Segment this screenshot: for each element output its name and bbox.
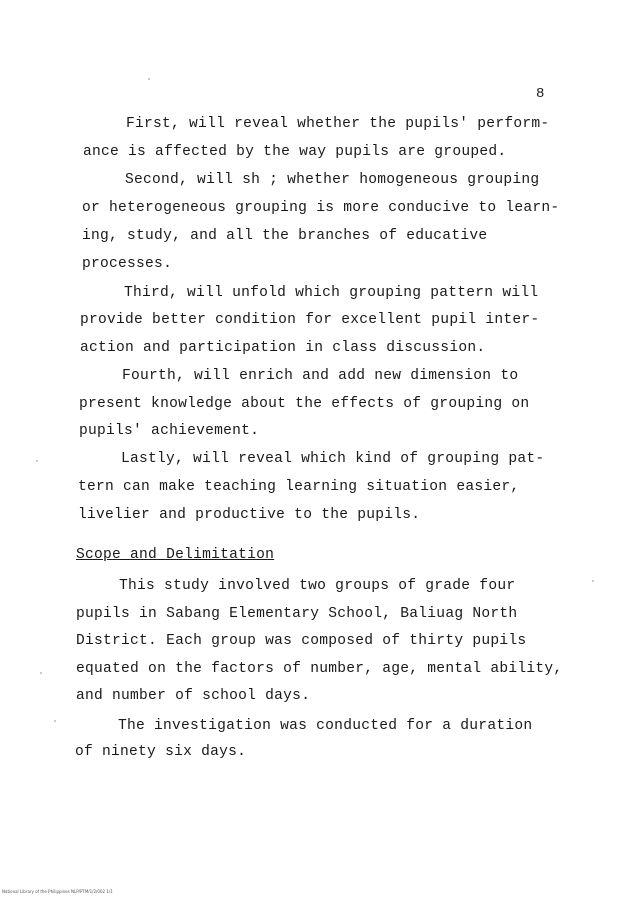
scope-line-3: District. Each group was composed of thirty pupils	[76, 633, 527, 649]
body-line-15: livelier and productive to the pupils.	[78, 507, 421, 523]
body-line-12: pupils' achievement.	[79, 423, 260, 439]
body-line-2: ance is affected by the way pupils are grouped.	[83, 144, 507, 160]
body-line-4: or heterogeneous grouping is more conducive to learn-	[82, 200, 560, 216]
body-line-14: tern can make teaching learning situation easier,	[78, 479, 520, 495]
scope-line-7: of ninety six days.	[75, 744, 247, 760]
page-number: 8	[536, 86, 545, 102]
body-line-3: Second, will sh ; whether homogeneous grouping	[125, 172, 540, 188]
body-line-11: present knowledge about the effects of grouping on	[79, 396, 530, 412]
scope-line-4: equated on the factors of number, age, mental ability,	[76, 661, 563, 677]
scan-speck	[36, 460, 38, 462]
scan-speck	[592, 580, 594, 582]
body-line-7: Third, will unfold which grouping pattern will	[124, 285, 539, 301]
scope-line-2: pupils in Sabang Elementary School, Baliuag North	[76, 606, 518, 622]
scope-line-6: The investigation was conducted for a duration	[118, 718, 533, 734]
body-line-13: Lastly, will reveal which kind of grouping pat-	[121, 451, 545, 467]
scan-speck	[40, 672, 42, 674]
scope-line-5: and number of school days.	[76, 688, 311, 704]
scope-line-1: This study involved two groups of grade four	[119, 578, 516, 594]
body-line-9: action and participation in class discussion.	[80, 340, 486, 356]
body-line-10: Fourth, will enrich and add new dimension to	[122, 368, 519, 384]
body-line-1: First, will reveal whether the pupils' perform-	[126, 116, 550, 132]
scan-speck	[148, 78, 150, 80]
footer-note: National Library of the Philippines NLP/PTM/1/2/002 1/1	[2, 889, 113, 894]
scan-speck	[54, 720, 56, 722]
body-line-6: processes.	[82, 256, 173, 272]
section-heading: Scope and Delimitation	[76, 547, 275, 563]
body-line-5: ing, study, and all the branches of educative	[82, 228, 488, 244]
body-line-8: provide better condition for excellent pupil inter-	[80, 312, 540, 328]
